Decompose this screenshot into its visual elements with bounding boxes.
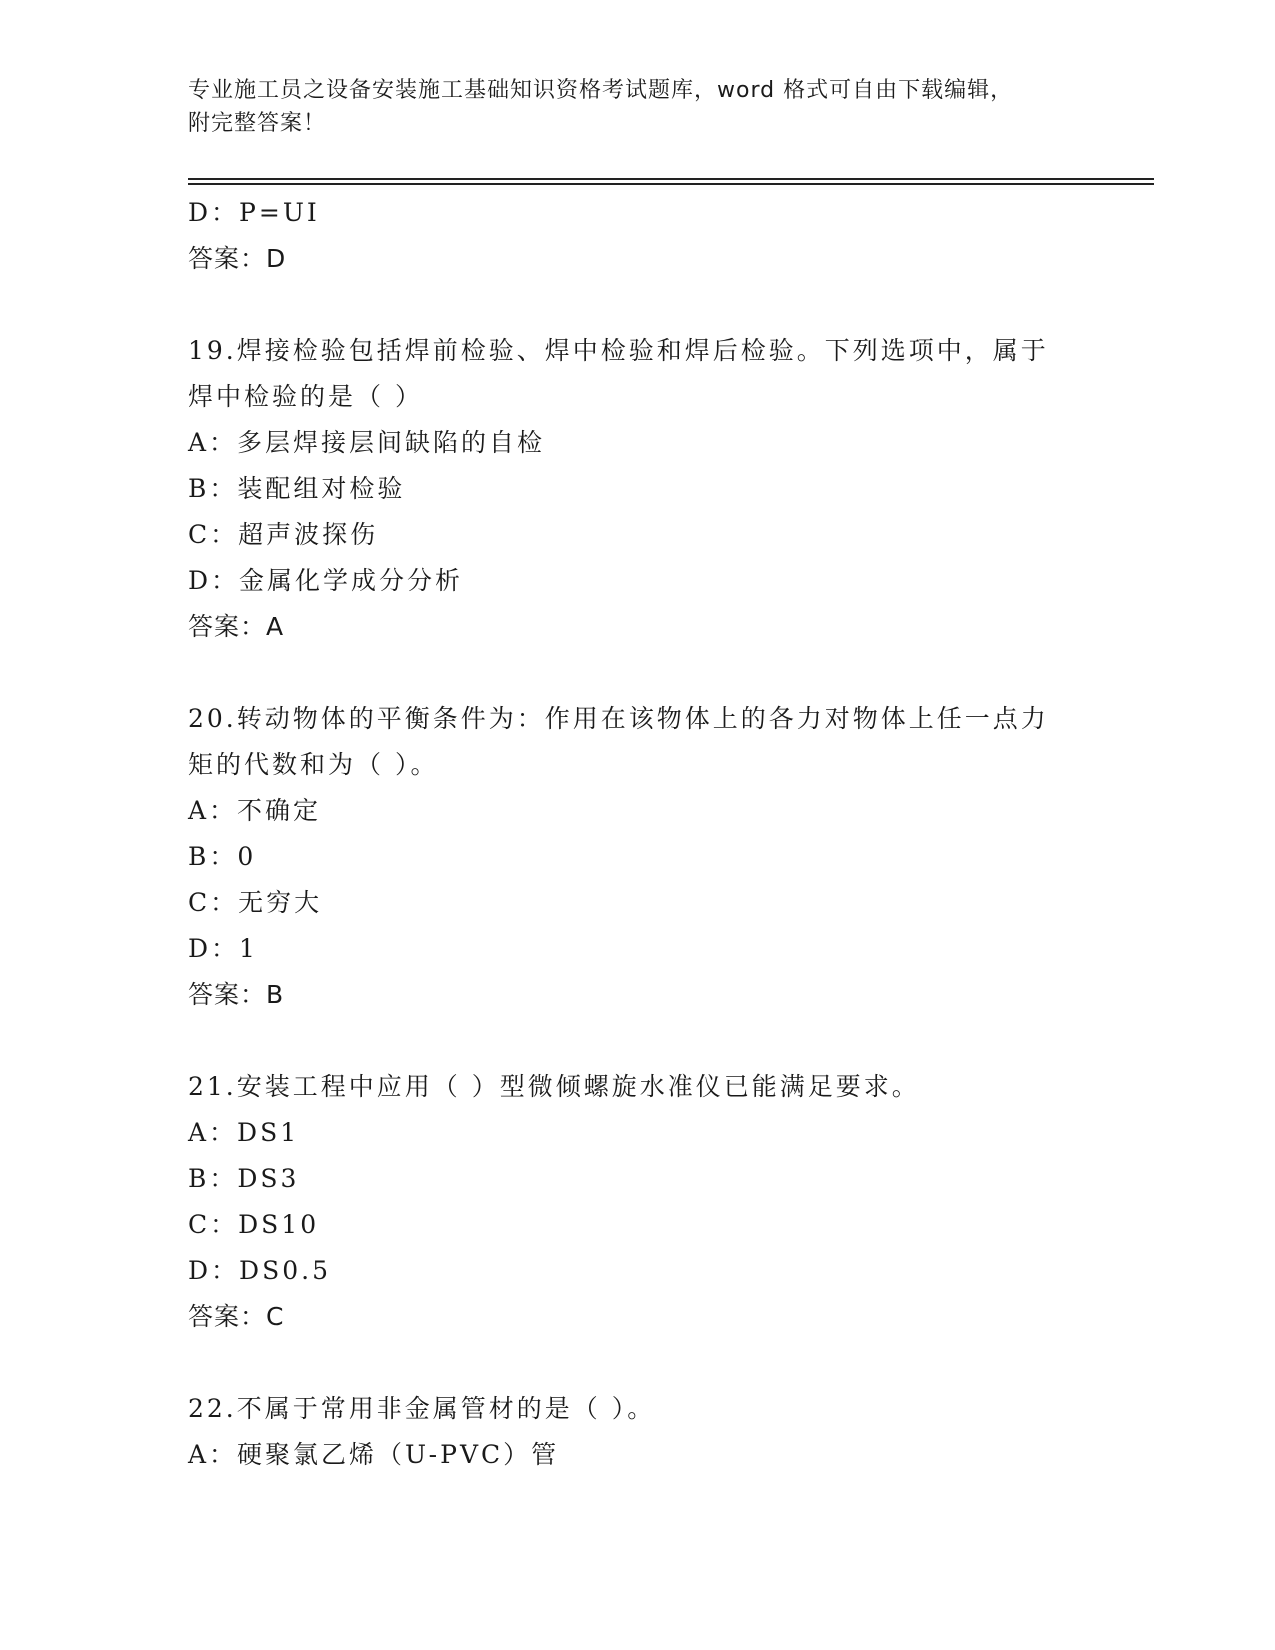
prev-option-d: D：P=UI	[188, 198, 320, 227]
option-a: A：不确定	[188, 796, 322, 825]
header-divider-top	[188, 178, 1154, 180]
question-22	[188, 1386, 1088, 1478]
spacer	[188, 650, 1088, 696]
option-c: C：超声波探伤	[188, 520, 379, 549]
option-a: A：多层焊接层间缺陷的自检	[188, 428, 546, 457]
option-b: B：0	[188, 842, 257, 871]
header-title-line-2: 附完整答案！	[188, 111, 327, 136]
answer: 答案：A	[188, 612, 285, 641]
answer: 答案：C	[188, 1302, 285, 1331]
question-stem-line: 22.不属于常用非金属管材的是（ ）。	[188, 1394, 656, 1423]
question-stem-line: 矩的代数和为（ ）。	[188, 750, 439, 779]
option-d: D：金属化学成分分析	[188, 566, 464, 595]
answer: 答案：B	[188, 980, 285, 1009]
question-stem-line: 20.转动物体的平衡条件为：作用在该物体上的各力对物体上任一点力	[188, 704, 1049, 733]
option-c: C：无穷大	[188, 888, 323, 917]
question-20	[188, 696, 1088, 1018]
question-stem-line: 21.安装工程中应用（ ）型微倾螺旋水准仪已能满足要求。	[188, 1072, 920, 1101]
option-a: A：DS1	[188, 1118, 300, 1147]
question-21	[188, 1064, 1088, 1340]
option-b: B：装配组对检验	[188, 474, 406, 503]
option-d: D：DS0.5	[188, 1256, 331, 1285]
option-c: C：DS10	[188, 1210, 320, 1239]
option-b: B：DS3	[188, 1164, 300, 1193]
header-title-line-1: 专业施工员之设备安装施工基础知识资格考试题库，word 格式可自由下载编辑，	[188, 78, 1014, 103]
header-divider-bottom	[188, 183, 1154, 185]
prev-answer: 答案：D	[188, 244, 287, 273]
question-content	[188, 190, 1088, 1478]
option-d: D：1	[188, 934, 258, 963]
spacer	[188, 1018, 1088, 1064]
spacer	[188, 282, 1088, 328]
option-a: A：硬聚氯乙烯（U-PVC）管	[188, 1440, 560, 1469]
question-stem-line: 焊中检验的是（ ）	[188, 382, 423, 411]
document-header	[188, 74, 1088, 140]
question-stem-line: 19.焊接检验包括焊前检验、焊中检验和焊后检验。下列选项中，属于	[188, 336, 1049, 365]
question-19	[188, 328, 1088, 650]
spacer	[188, 1340, 1088, 1386]
